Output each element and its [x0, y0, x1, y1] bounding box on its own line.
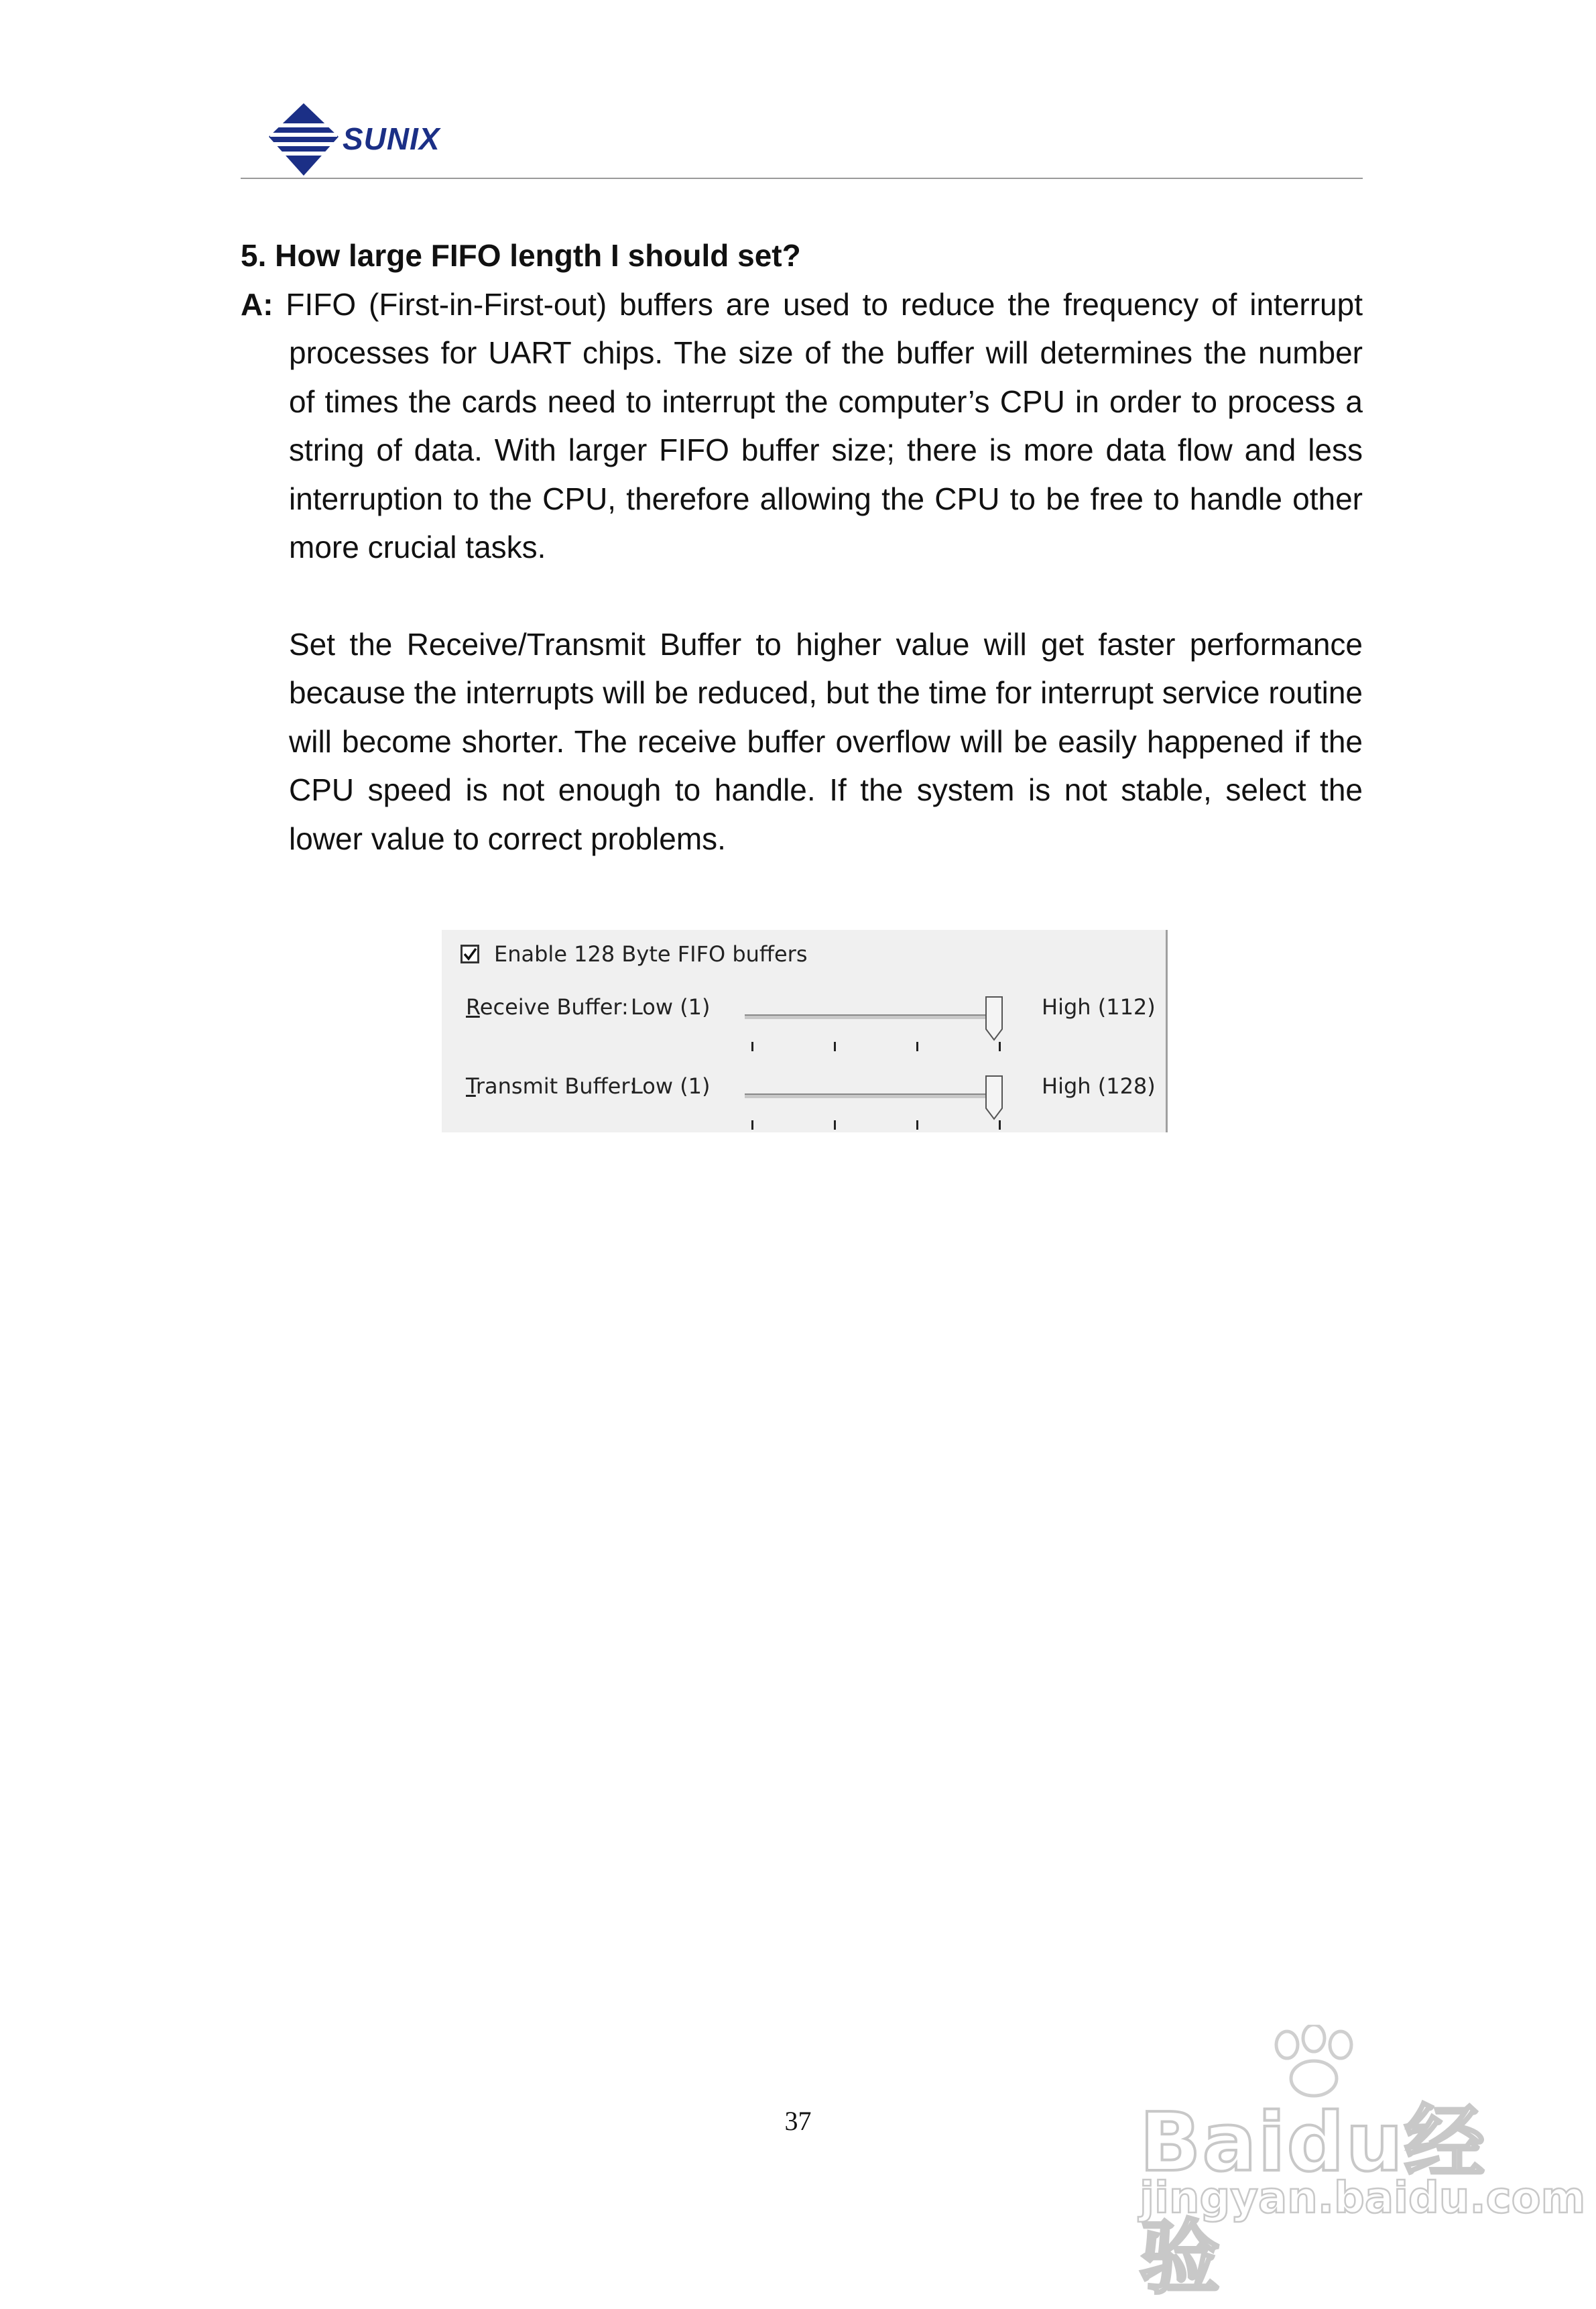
- watermark-url: jingyan.baidu.com: [1140, 2174, 1586, 2223]
- transmit-tick-1: [751, 1120, 753, 1130]
- receive-slider-track[interactable]: [745, 1014, 994, 1019]
- receive-tick-1: [751, 1042, 753, 1051]
- receive-tick-2: [834, 1042, 836, 1051]
- receive-tick-4: [999, 1042, 1001, 1051]
- transmit-buffer-label: Transmit Buffer:: [466, 1073, 637, 1099]
- answer-paragraph-1: [241, 280, 1363, 572]
- transmit-tick-4: [999, 1120, 1001, 1130]
- logo-text: SUNIX: [343, 121, 440, 156]
- fifo-settings-panel: [442, 930, 1168, 1132]
- baidu-watermark: [1140, 2025, 1586, 2305]
- answer-text-1: FIFO (First-in-First-out) buffers are used to reduce the frequency of interrupt processes for UART chips. The size of the buffer will determines the number of times the cards need to interrupt the computer’s CPU in order to process a string of data. With larger FIFO buffer size; there is more data flow and less interruption to the CPU, therefore allowing the CPU to be free to handle other more crucial tasks.: [286, 286, 1363, 565]
- receive-high-label: High (112): [1042, 994, 1156, 1020]
- faq-section: [241, 231, 1363, 863]
- enable-fifo-label: Enable 128 Byte FIFO buffers: [494, 941, 808, 967]
- answer-paragraph-2: Set the Receive/Transmit Buffer to higher value will get faster performance because the interrupts will be reduced, but the time for interrupt service routine will become shorter. The receive buffer overflow will be easily happened if the CPU speed is not enough to handle. If the system is not stable, select the lower value to correct problems.: [289, 626, 1363, 856]
- answer-label: A:: [241, 286, 273, 322]
- receive-tick-3: [916, 1042, 918, 1051]
- receive-slider-thumb[interactable]: [985, 996, 1003, 1043]
- sunix-diamond-logo-icon: [265, 101, 343, 178]
- transmit-slider-thumb[interactable]: [985, 1075, 1003, 1122]
- page-number: 37: [784, 2106, 812, 2136]
- receive-low-label: Low (1): [631, 994, 711, 1020]
- checkmark-icon: [463, 947, 477, 961]
- question-title: 5. How large FIFO length I should set?: [241, 238, 801, 273]
- enable-fifo-row[interactable]: [461, 941, 807, 967]
- transmit-slider-track[interactable]: [745, 1093, 994, 1098]
- page-header: [241, 101, 1363, 181]
- enable-fifo-checkbox[interactable]: [461, 945, 479, 963]
- header-divider: [241, 178, 1363, 179]
- transmit-tick-2: [834, 1120, 836, 1130]
- receive-buffer-label: Receive Buffer:: [466, 994, 629, 1020]
- transmit-high-label: High (128): [1042, 1073, 1156, 1099]
- transmit-tick-3: [916, 1120, 918, 1130]
- watermark-brand: Baidu经验: [1140, 2096, 1486, 2305]
- transmit-low-label: Low (1): [631, 1073, 711, 1099]
